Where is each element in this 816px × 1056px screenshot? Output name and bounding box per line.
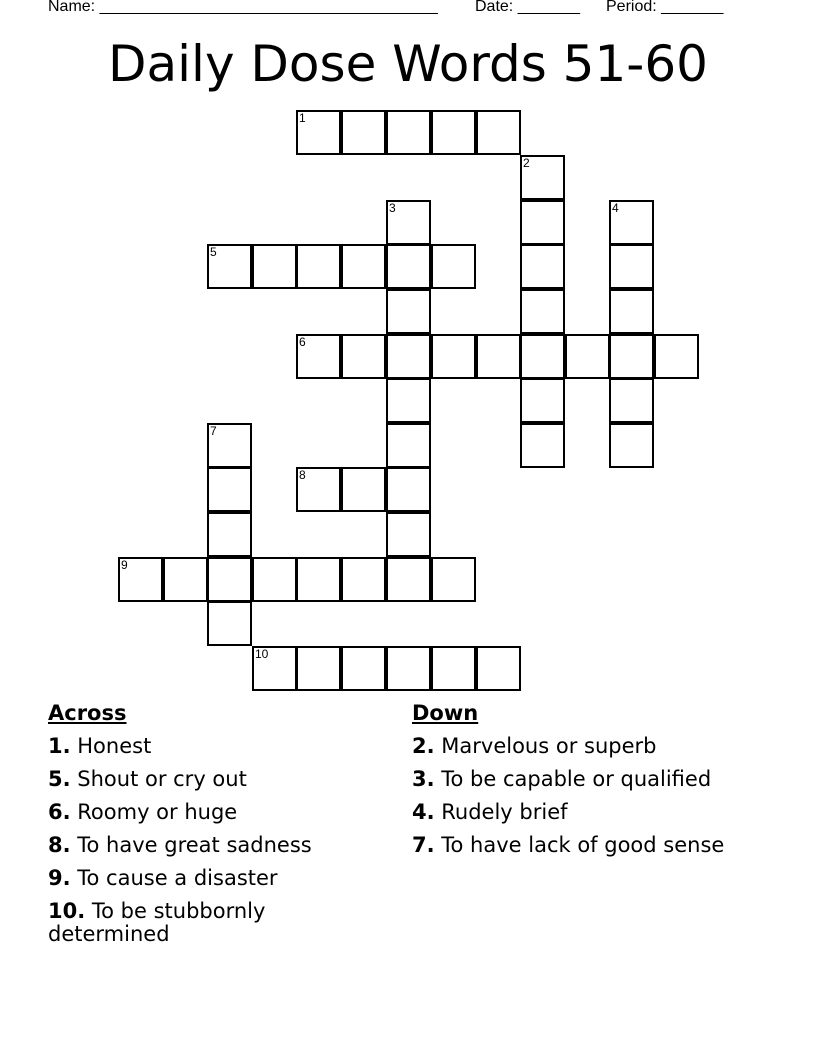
clue-text: Roomy or huge (70, 800, 238, 824)
cell[interactable] (654, 334, 699, 379)
cell[interactable] (609, 423, 654, 468)
clue-num: 7. (412, 833, 435, 857)
clue-text: To cause a disaster (70, 866, 278, 890)
across-clue (48, 768, 358, 791)
cell[interactable] (476, 646, 521, 691)
across-clues (48, 702, 358, 956)
clue-text: To be stubbornly determined (48, 899, 266, 946)
cell[interactable] (207, 557, 252, 602)
cell[interactable] (341, 244, 386, 289)
clue-num: 9. (48, 866, 71, 890)
clue-num: 1. (48, 734, 71, 758)
cell[interactable] (207, 467, 252, 512)
cell[interactable] (252, 244, 297, 289)
clue-number: 9 (121, 558, 128, 572)
cell-5-across-1[interactable] (207, 244, 252, 289)
clue-number: 8 (299, 468, 306, 482)
cell[interactable] (520, 244, 565, 289)
cell-8-across-1[interactable] (296, 467, 341, 512)
cell[interactable] (341, 334, 386, 379)
cell[interactable] (431, 244, 476, 289)
cell[interactable] (386, 467, 431, 512)
cell[interactable] (296, 244, 341, 289)
cell[interactable] (207, 601, 252, 646)
cell[interactable] (386, 512, 431, 557)
cell[interactable] (386, 289, 431, 334)
across-heading: Across (48, 701, 127, 725)
clue-num: 5. (48, 767, 71, 791)
across-clue (48, 834, 358, 857)
cell[interactable] (386, 334, 431, 379)
clue-number: 6 (299, 335, 306, 349)
clue-num: 10. (48, 899, 86, 923)
name-field[interactable]: Name: ______________________________________ (48, 0, 438, 15)
cell[interactable] (565, 334, 610, 379)
cell[interactable] (431, 334, 476, 379)
cell[interactable] (207, 512, 252, 557)
clue-num: 8. (48, 833, 71, 857)
cell[interactable] (386, 423, 431, 468)
cell-10-across-1[interactable] (252, 646, 297, 691)
cell[interactable] (609, 334, 654, 379)
cell[interactable] (296, 557, 341, 602)
cell-4-down-1[interactable] (609, 200, 654, 245)
cell-6-across-1[interactable] (296, 334, 341, 379)
across-clue (48, 801, 358, 824)
cell[interactable] (341, 110, 386, 155)
cell[interactable] (520, 200, 565, 245)
down-heading: Down (412, 701, 479, 725)
cell[interactable] (386, 378, 431, 423)
clue-number: 5 (210, 245, 217, 259)
clue-number: 1 (299, 111, 306, 125)
clue-text: To have great sadness (70, 833, 312, 857)
cell[interactable] (609, 244, 654, 289)
cell[interactable] (163, 557, 208, 602)
across-clue (48, 900, 358, 946)
cell-9-across-1[interactable] (118, 557, 163, 602)
cell-2-down-1[interactable] (520, 155, 565, 200)
cell[interactable] (386, 244, 431, 289)
cell-7-down-1[interactable] (207, 423, 252, 468)
cell[interactable] (386, 557, 431, 602)
clue-num: 4. (412, 800, 435, 824)
clue-number: 2 (523, 156, 530, 170)
across-clue (48, 735, 358, 758)
cell[interactable] (252, 557, 297, 602)
cell[interactable] (341, 646, 386, 691)
cell[interactable] (431, 110, 476, 155)
down-clue (412, 735, 752, 758)
cell[interactable] (476, 334, 521, 379)
page-title: Daily Dose Words 51-60 (108, 35, 708, 93)
cell[interactable] (520, 289, 565, 334)
cell[interactable] (609, 378, 654, 423)
cell[interactable] (609, 289, 654, 334)
cell-1-across-1[interactable] (296, 110, 341, 155)
cell[interactable] (520, 378, 565, 423)
clue-text: Rudely brief (434, 800, 568, 824)
clue-num: 6. (48, 800, 71, 824)
cell[interactable] (386, 646, 431, 691)
cell-3-down-1[interactable] (386, 200, 431, 245)
cell[interactable] (341, 467, 386, 512)
clue-number: 4 (612, 201, 619, 215)
clue-num: 2. (412, 734, 435, 758)
down-clue (412, 801, 752, 824)
clue-text: To have lack of good sense (434, 833, 725, 857)
period-field[interactable]: Period: _______ (606, 0, 724, 15)
clue-text: Honest (70, 734, 152, 758)
clue-number: 3 (389, 201, 396, 215)
cell[interactable] (431, 646, 476, 691)
clue-number: 7 (210, 424, 217, 438)
down-clue (412, 834, 752, 857)
cell[interactable] (386, 110, 431, 155)
cell[interactable] (476, 110, 521, 155)
clue-text: To be capable or qualified (434, 767, 712, 791)
clue-text: Marvelous or superb (434, 734, 657, 758)
clue-text: Shout or cry out (70, 767, 247, 791)
cell[interactable] (341, 557, 386, 602)
date-field[interactable]: Date: _______ (475, 0, 580, 15)
clue-number: 10 (255, 647, 269, 661)
cell[interactable] (520, 423, 565, 468)
cell[interactable] (520, 334, 565, 379)
down-clue (412, 768, 752, 791)
down-clues (412, 702, 752, 867)
cell[interactable] (431, 557, 476, 602)
clue-num: 3. (412, 767, 435, 791)
across-clue (48, 867, 358, 890)
cell[interactable] (296, 646, 341, 691)
